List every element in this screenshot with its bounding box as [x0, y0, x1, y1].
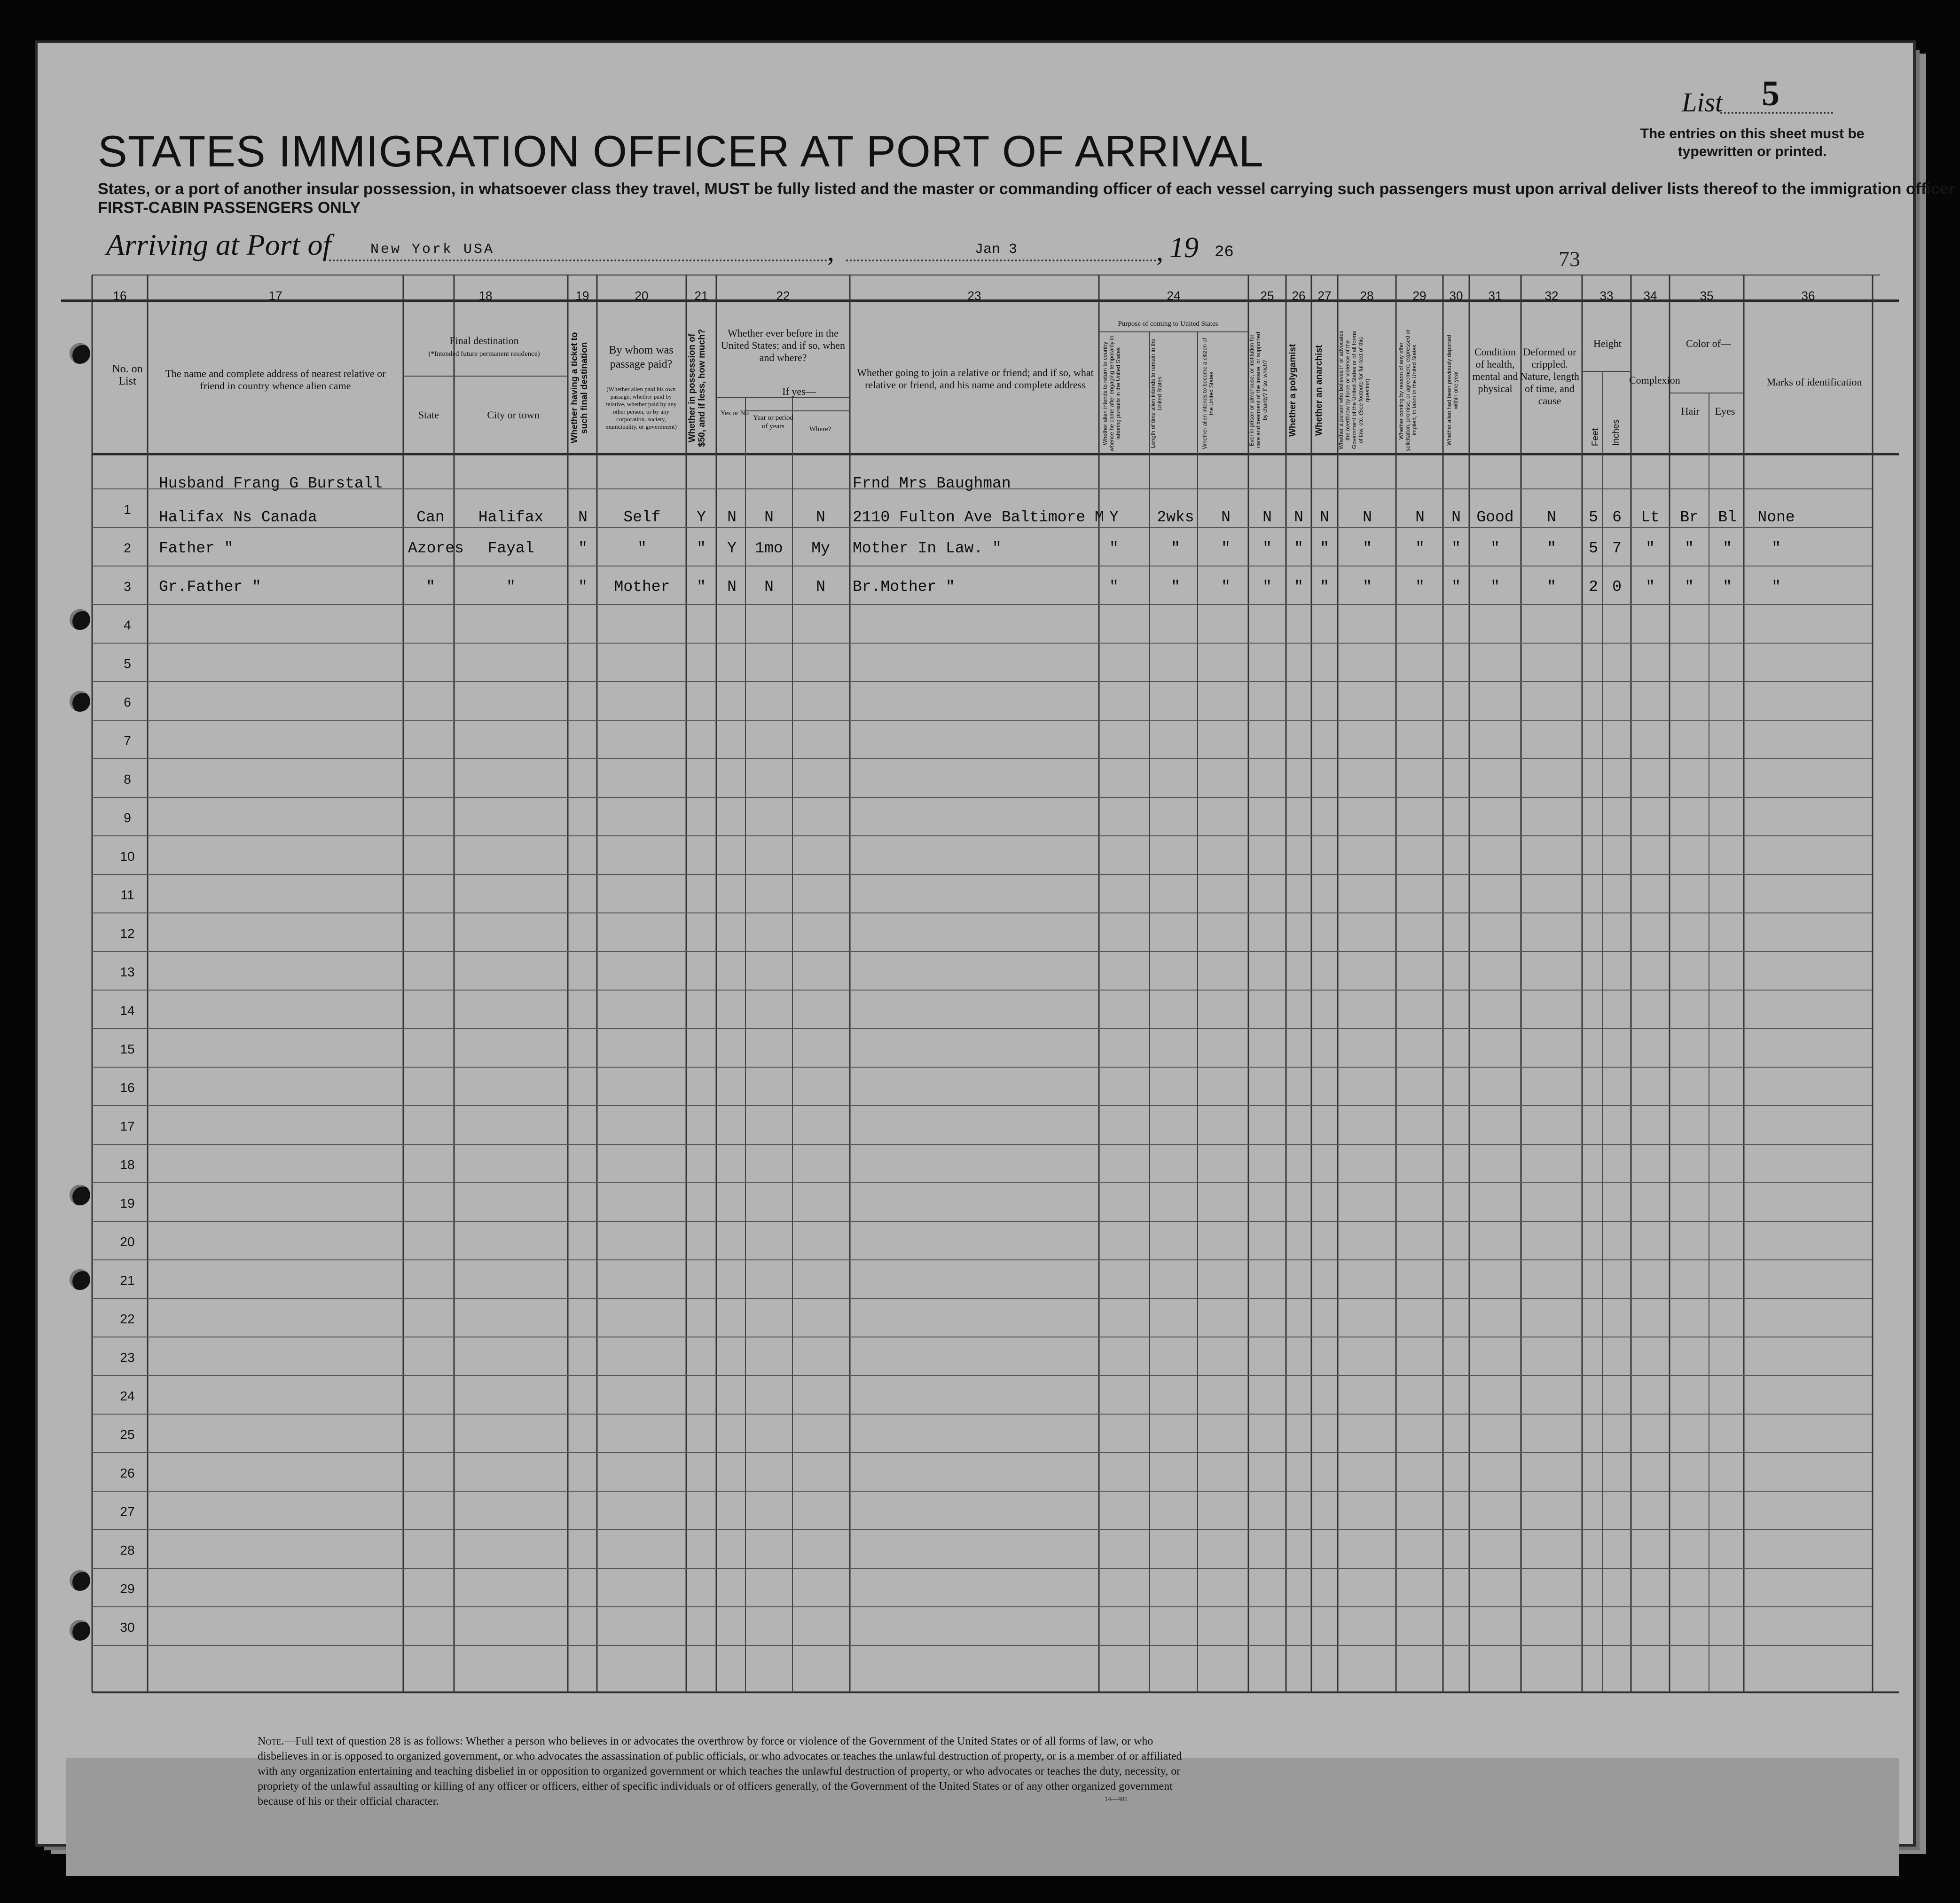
column-number: 33: [1599, 289, 1614, 303]
row-number: 20: [120, 1235, 135, 1249]
entry-joining-line2: 2110 Fulton Ave Baltimore M: [853, 509, 1104, 526]
entry-purpose-b: ": [1171, 540, 1180, 557]
header-city: City or town: [487, 409, 540, 421]
page-mark: 73: [1559, 247, 1580, 271]
arriving-label: Arriving at Port of: [106, 228, 331, 261]
header-money: Whether in possession of $50, and if less, how much?: [687, 329, 707, 447]
entry-deported: ": [1451, 578, 1461, 596]
entry-ever-yes: Y: [727, 540, 737, 557]
header-purpose-a: Whether alien intends to return to country whence he came after engaging temporarily in laboring pursuits in the United States: [1102, 335, 1121, 452]
row-number: 5: [124, 656, 131, 671]
header-deformed: Deformed or crippled. Nature, length of time, and cause: [1520, 346, 1579, 407]
header-overthrow: Whether a person who believes in or advocates the overthrow by force or violence of the Government of the United States or of all forms of law, etc. (See footnote for full text of this question): [1338, 330, 1371, 450]
entry-deported: ": [1451, 540, 1461, 557]
entry-ever-where: N: [816, 578, 825, 596]
row-number: 16: [120, 1080, 135, 1095]
entry-feet: 2: [1589, 578, 1598, 596]
row-number: 13: [120, 965, 135, 979]
entry-marks: ": [1772, 578, 1781, 596]
entry-joining-line1: Mother In Law. ": [853, 540, 1002, 557]
column-number: 27: [1317, 289, 1332, 303]
entry-passage: Self: [623, 509, 661, 526]
header-hair: Hair: [1681, 405, 1700, 417]
entry-state: Azores: [408, 540, 464, 557]
header-height: Height: [1593, 338, 1622, 349]
header-marks: Marks of identification: [1766, 376, 1862, 388]
row-number: 4: [124, 618, 131, 632]
entry-ever-yes: N: [727, 578, 737, 596]
entry-eyes: Bl: [1718, 509, 1737, 526]
row-number: 9: [124, 810, 131, 825]
header-eyes: Eyes: [1715, 405, 1735, 417]
row-number: 11: [120, 888, 134, 902]
entry-deformed: N: [1547, 509, 1556, 526]
header-nearest-relative: The name and complete address of nearest relative or friend in country whence alien came: [165, 368, 386, 392]
column-number: 25: [1260, 289, 1274, 303]
entry-prison: N: [1262, 509, 1272, 526]
entry-complexion: ": [1646, 578, 1655, 596]
entry-city: Halifax: [478, 509, 544, 526]
entry-overthrow: N: [1363, 509, 1372, 526]
header-no-on-list: No. on List: [112, 363, 143, 387]
header-prison: Ever in prison or almshouse, or institution for care and treatment of the insane, or supported by charity? If so, which?: [1248, 332, 1268, 448]
row-number: 1: [124, 502, 131, 517]
entry-ever-yes: N: [727, 509, 737, 526]
column-number: 24: [1167, 289, 1181, 303]
entry-health: ": [1490, 540, 1500, 557]
entry-prison: ": [1262, 540, 1272, 557]
row-number: 18: [120, 1157, 135, 1172]
header-ticket: Whether having a ticket to such final destination: [570, 332, 589, 444]
column-number: 20: [635, 289, 649, 303]
entry-purpose-a: ": [1109, 578, 1119, 596]
entry-relative-line2: Halifax Ns Canada: [159, 509, 317, 526]
entry-purpose-b: 2wks: [1157, 509, 1194, 526]
entry-offer: ": [1415, 540, 1425, 557]
entry-money: ": [697, 578, 706, 596]
row-number: 30: [120, 1620, 135, 1635]
entry-ever-year: 1mo: [755, 540, 783, 557]
entry-state: ": [426, 578, 435, 596]
entry-purpose-c: ": [1221, 540, 1231, 557]
header-if-yes: If yes—: [782, 385, 816, 397]
list-label: List: [1682, 87, 1723, 118]
row-number: 15: [120, 1042, 135, 1056]
comma: ,: [1156, 236, 1163, 267]
header-offer: Whether coming by reason of any offer, solicitation, promise, or agreement, expressed or implied, to labor in the United States: [1398, 329, 1418, 451]
row-number: 10: [120, 849, 135, 864]
entry-purpose-b: ": [1171, 578, 1180, 596]
entry-deported: N: [1451, 509, 1461, 526]
entry-purpose-c: ": [1221, 578, 1231, 596]
year-suffix: 26: [1215, 244, 1234, 261]
column-number: 21: [694, 289, 708, 303]
column-number: 18: [478, 289, 493, 303]
column-number: 28: [1360, 289, 1374, 303]
header-year-period: Year or period of years: [753, 414, 793, 430]
entry-feet: 5: [1589, 540, 1598, 557]
header-where: Where?: [809, 425, 831, 433]
header-deported: Whether alien had been previously deported within one year: [1446, 335, 1459, 446]
row-number: 3: [124, 579, 131, 594]
entry-complexion: ": [1646, 540, 1655, 557]
entry-marks: ": [1772, 540, 1781, 557]
page-subtitle: States, or a port of another insular possession, in whatsoever class they travel, MUST be fully listed and the master or commanding officer of each vessel carrying such passengers must upon arrival deliver lists thereof to the immigration officer FIRST-CABIN PASSENGERS ONLY: [98, 180, 1955, 217]
column-number: 32: [1544, 289, 1559, 303]
row-number: 17: [120, 1119, 135, 1133]
entry-deformed: ": [1547, 540, 1556, 557]
column-number: 35: [1700, 289, 1714, 303]
entry-relative-line1: Gr.Father ": [159, 578, 261, 596]
header-state: State: [418, 409, 439, 421]
entry-health: Good: [1476, 509, 1514, 526]
comma: ,: [827, 236, 834, 267]
header-purpose-c: Whether alien intends to become a citizen of the United States: [1201, 338, 1215, 449]
date-value: Jan 3: [975, 242, 1018, 258]
entry-purpose-a: Y: [1109, 509, 1119, 526]
entry-ever-year: N: [764, 509, 774, 526]
entry-anarchist: N: [1320, 509, 1329, 526]
entry-city: ": [506, 578, 516, 596]
row-number: 2: [124, 541, 131, 555]
entry-money: Y: [697, 509, 706, 526]
entry-relative-line1: Husband Frang G Burstall: [159, 475, 383, 492]
header-color-of: Color of—: [1686, 338, 1731, 349]
entry-state: Can: [416, 509, 445, 526]
entry-complexion: Lt: [1641, 509, 1660, 526]
row-number: 22: [120, 1312, 135, 1326]
entry-passage: ": [637, 540, 647, 557]
row-number: 26: [120, 1466, 135, 1480]
entry-offer: ": [1415, 578, 1425, 596]
entry-feet: 5: [1589, 509, 1598, 526]
entry-inches: 7: [1612, 540, 1622, 557]
header-final-destination: Final destination: [449, 335, 519, 346]
entry-ticket: ": [578, 540, 588, 557]
entry-ever-where: N: [816, 509, 825, 526]
row-number: 27: [120, 1504, 135, 1519]
entry-health: ": [1490, 578, 1500, 596]
row-number: 25: [120, 1427, 135, 1442]
entry-anarchist: ": [1320, 540, 1329, 557]
entry-polygamist: ": [1294, 540, 1303, 557]
column-number: 36: [1801, 289, 1815, 303]
row-number: 23: [120, 1350, 135, 1365]
entry-overthrow: ": [1363, 578, 1372, 596]
column-number: 26: [1292, 289, 1306, 303]
entry-purpose-a: ": [1109, 540, 1119, 557]
header-passage: By whom was passage paid?: [609, 344, 674, 370]
header-feet: Feet: [1591, 428, 1600, 447]
entry-ticket: N: [578, 509, 588, 526]
header-inches: Inches: [1611, 419, 1621, 446]
year-prefix: 19: [1169, 232, 1199, 264]
entry-eyes: ": [1723, 578, 1732, 596]
entry-hair: ": [1685, 578, 1694, 596]
entry-city: Fayal: [487, 540, 534, 557]
row-number: 6: [124, 695, 131, 709]
port-value: New York USA: [370, 242, 495, 258]
entry-polygamist: N: [1294, 509, 1303, 526]
entry-prison: ": [1262, 578, 1272, 596]
row-number: 7: [124, 733, 131, 748]
header-anarchist: Whether an anarchist: [1314, 345, 1324, 436]
column-number: 19: [575, 289, 589, 303]
entry-ever-where: My: [811, 540, 830, 557]
column-number: 34: [1643, 289, 1657, 303]
row-number: 14: [120, 1003, 135, 1018]
entry-marks: None: [1757, 509, 1795, 526]
form-number: 14—481: [1105, 1796, 1128, 1803]
header-polygamist: Whether a polygamist: [1288, 344, 1298, 437]
entry-polygamist: ": [1294, 578, 1303, 596]
column-number: 31: [1488, 289, 1502, 303]
footnote: Note.—Full text of question 28 is as follows: Whether a person who believes in or advocates the overthrow by force or violence of the Government of the United States or of all forms of law, or who disbelieves in or is opposed to organized government, or who advocates the assassination of public officials, or who advocates or teaches the unlawful destruction of property, or is a member of or affiliated with any organization entertaining and teaching disbelief in or opposition to organized government or which teaches the unlawful destruction of property, or who advocates or teaches the duty, necessity, or propriety of the unlawful assaulting or killing of any officer or officers, either of specific individuals or of officers generally, of the Government of the United States or of any other organized government because of his or their official character.: [258, 1735, 1182, 1808]
entry-inches: 0: [1612, 578, 1622, 596]
header-passage-note: (Whether alien paid his own passage, whether paid by relative, whether paid by any other person, or by any corporation, society, municipality, or government): [605, 385, 677, 430]
entry-hair: Br: [1680, 509, 1699, 526]
entry-passage: Mother: [614, 578, 670, 596]
header-health: Condition of health, mental and physical: [1472, 346, 1518, 394]
header-complexion: Complexion: [1629, 374, 1680, 386]
entry-overthrow: ": [1363, 540, 1372, 557]
entry-money: ": [697, 540, 706, 557]
column-number: 29: [1412, 289, 1427, 303]
entry-joining-line1: Br.Mother ": [853, 578, 955, 596]
typewritten-note: The entries on this sheet must be typewritten or printed.: [1640, 126, 1865, 159]
header-purpose: Purpose of coming to United States: [1118, 320, 1218, 328]
entry-anarchist: ": [1320, 578, 1329, 596]
header-final-destination-note: (*Intended future permanent residence): [428, 350, 540, 358]
row-number: 19: [120, 1196, 135, 1211]
row-number: 28: [120, 1543, 135, 1557]
row-number: 12: [120, 926, 135, 941]
row-number: 8: [124, 772, 131, 786]
header-joining: Whether going to join a relative or friend; and if so, what relative or friend, and his name and complete address: [857, 367, 1094, 391]
entry-offer: N: [1415, 509, 1425, 526]
column-number: 16: [113, 289, 127, 303]
header-yes-no: Yes or No: [720, 409, 749, 417]
entry-ever-year: N: [764, 578, 774, 596]
list-number: 5: [1762, 74, 1780, 113]
entry-ticket: ": [578, 578, 588, 596]
entry-deformed: ": [1547, 578, 1556, 596]
entry-eyes: ": [1723, 540, 1732, 557]
column-number: 22: [776, 289, 790, 303]
column-number: 30: [1449, 289, 1463, 303]
page-title: STATES IMMIGRATION OFFICER AT PORT OF ARRIVAL: [98, 126, 1264, 176]
column-number: 17: [268, 289, 282, 303]
entry-inches: 6: [1612, 509, 1622, 526]
header-purpose-b: Length of time alien intends to remain in the United States: [1150, 338, 1163, 448]
entry-joining-line1: Frnd Mrs Baughman: [853, 475, 1011, 492]
row-number: 21: [120, 1273, 135, 1288]
entry-relative-line1: Father ": [159, 540, 234, 557]
row-number: 29: [120, 1581, 135, 1596]
row-number: 24: [120, 1389, 135, 1403]
header-ever-before: Whether ever before in the United States; and if so, when and where?: [721, 327, 845, 363]
entry-purpose-c: N: [1221, 509, 1231, 526]
column-number: 23: [967, 289, 981, 303]
entry-hair: ": [1685, 540, 1694, 557]
